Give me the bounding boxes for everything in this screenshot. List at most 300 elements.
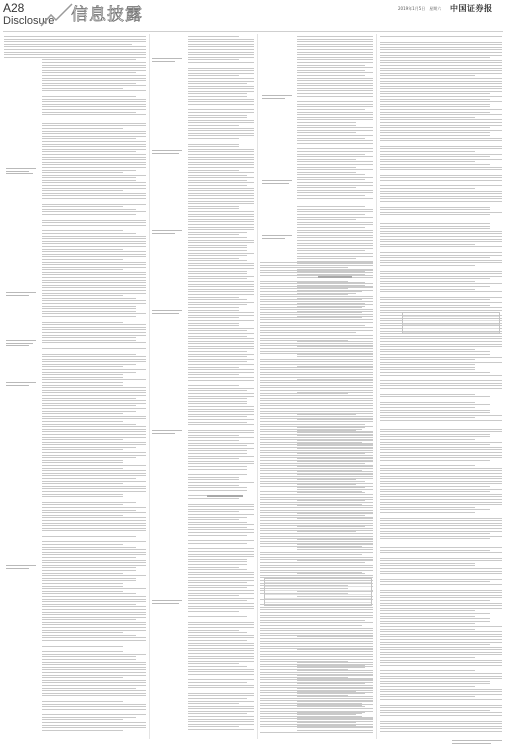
text-line xyxy=(260,307,362,308)
text-line xyxy=(42,502,136,503)
text-line xyxy=(42,249,123,250)
text-line xyxy=(260,468,373,469)
text-line xyxy=(42,88,123,89)
text-line xyxy=(380,106,490,107)
text-line xyxy=(42,316,136,317)
text-line xyxy=(188,271,247,272)
text-line xyxy=(188,711,254,712)
text-line xyxy=(188,374,239,375)
text-line xyxy=(188,509,254,510)
text-line xyxy=(260,617,373,618)
text-line xyxy=(380,207,490,208)
text-line xyxy=(188,572,254,573)
text-line xyxy=(42,141,146,142)
text-line xyxy=(188,307,239,308)
text-line xyxy=(42,567,136,568)
text-line xyxy=(188,671,254,672)
text-line xyxy=(380,502,502,503)
text-line xyxy=(188,190,254,191)
text-line xyxy=(260,494,373,495)
text-line xyxy=(42,170,136,171)
text-line xyxy=(188,201,254,202)
text-line xyxy=(380,499,502,500)
text-line xyxy=(42,510,136,511)
text-line xyxy=(188,477,239,478)
column-divider xyxy=(376,34,377,739)
text-line xyxy=(380,597,502,598)
text-line xyxy=(42,688,136,689)
text-line xyxy=(297,46,373,47)
text-line xyxy=(380,568,502,569)
text-line xyxy=(380,707,502,708)
text-line xyxy=(260,575,362,576)
text-line xyxy=(188,663,239,664)
masthead-swoosh-graphic xyxy=(40,2,74,28)
text-line xyxy=(297,185,373,186)
text-line xyxy=(42,313,146,314)
text-line xyxy=(42,364,136,365)
text-line xyxy=(42,656,136,657)
text-line xyxy=(380,364,475,365)
text-line xyxy=(188,517,247,518)
text-line xyxy=(260,724,373,725)
text-line xyxy=(380,731,502,732)
section-english-title: Disclosure xyxy=(3,15,55,27)
text-line xyxy=(188,432,254,433)
text-line xyxy=(260,400,373,401)
text-line xyxy=(42,190,123,191)
text-line xyxy=(42,544,123,545)
text-line xyxy=(380,201,502,202)
text-line xyxy=(42,382,123,383)
text-line xyxy=(380,57,490,58)
text-line xyxy=(4,49,132,50)
text-line xyxy=(188,240,254,241)
text-line xyxy=(260,554,362,555)
text-line xyxy=(380,233,502,234)
text-line xyxy=(42,222,146,223)
text-line xyxy=(380,86,502,87)
text-line xyxy=(380,621,490,622)
text-line xyxy=(260,713,362,714)
text-line xyxy=(380,533,490,534)
text-line xyxy=(260,533,373,534)
text-line xyxy=(260,481,362,482)
row-heading xyxy=(262,95,292,100)
text-line xyxy=(380,122,502,123)
text-line xyxy=(42,243,146,244)
text-line xyxy=(188,247,247,248)
text-line xyxy=(188,479,239,480)
text-line xyxy=(42,486,146,487)
text-line xyxy=(188,73,254,74)
text-line xyxy=(380,383,502,384)
text-line xyxy=(188,57,254,58)
text-line xyxy=(380,657,475,658)
text-line xyxy=(188,606,254,607)
text-line xyxy=(380,351,490,352)
text-line xyxy=(380,481,502,482)
text-line xyxy=(380,683,490,684)
text-line xyxy=(42,599,146,600)
text-line xyxy=(297,65,365,66)
text-line xyxy=(380,156,490,157)
text-line xyxy=(188,351,247,352)
text-line xyxy=(380,349,475,350)
text-line xyxy=(380,36,502,37)
text-line xyxy=(380,193,502,194)
text-line xyxy=(380,236,502,237)
text-line xyxy=(380,93,490,94)
text-line xyxy=(380,396,490,397)
text-line xyxy=(42,475,146,476)
text-line xyxy=(42,151,136,152)
text-line xyxy=(188,91,254,92)
text-line xyxy=(260,732,373,733)
text-line xyxy=(297,106,373,107)
text-line xyxy=(188,569,247,570)
text-line xyxy=(188,144,239,145)
text-line xyxy=(260,679,373,680)
text-line xyxy=(42,411,136,412)
text-line xyxy=(380,705,502,706)
text-line xyxy=(260,338,373,339)
text-line xyxy=(297,112,373,113)
text-line xyxy=(188,188,254,189)
text-line xyxy=(188,590,254,591)
text-line xyxy=(42,175,146,176)
text-line xyxy=(260,304,373,305)
text-line xyxy=(42,359,146,360)
text-line xyxy=(188,456,254,457)
text-line xyxy=(42,624,146,625)
text-line xyxy=(380,286,490,287)
text-line xyxy=(380,723,502,724)
text-line xyxy=(188,341,254,342)
text-line xyxy=(188,364,254,365)
text-line xyxy=(380,151,475,152)
text-line xyxy=(260,515,362,516)
text-line xyxy=(380,460,490,461)
text-line xyxy=(188,78,254,79)
text-line xyxy=(380,595,502,596)
text-line xyxy=(380,431,502,432)
text-line xyxy=(42,306,136,307)
text-line xyxy=(42,332,146,333)
text-line xyxy=(42,462,123,463)
text-line xyxy=(42,444,146,445)
text-line xyxy=(260,669,348,670)
text-line xyxy=(380,344,502,345)
text-line xyxy=(42,75,146,76)
row-heading xyxy=(152,600,182,605)
text-line xyxy=(380,584,502,585)
text-line xyxy=(380,228,490,229)
text-line xyxy=(188,372,254,373)
text-line xyxy=(380,271,502,272)
text-line xyxy=(380,689,502,690)
text-line xyxy=(260,502,373,503)
text-line xyxy=(188,567,239,568)
text-line xyxy=(42,536,136,537)
text-line xyxy=(42,128,123,129)
text-line xyxy=(260,659,373,660)
text-line xyxy=(42,209,136,210)
text-line xyxy=(380,135,490,136)
text-line xyxy=(188,214,254,215)
text-line xyxy=(297,192,373,193)
text-line xyxy=(188,193,254,194)
text-line xyxy=(380,644,490,645)
text-line xyxy=(260,512,373,513)
text-line xyxy=(42,287,146,288)
text-line xyxy=(297,127,373,128)
text-line xyxy=(297,117,373,118)
text-line xyxy=(42,256,146,257)
text-line xyxy=(297,135,373,136)
text-line xyxy=(380,226,490,227)
text-line xyxy=(260,463,348,464)
text-line xyxy=(380,289,475,290)
text-line xyxy=(297,167,356,168)
text-line xyxy=(42,264,146,265)
text-line xyxy=(297,227,365,228)
text-line xyxy=(42,390,146,391)
text-line xyxy=(188,170,239,171)
text-line xyxy=(42,395,146,396)
text-line xyxy=(297,130,373,131)
text-line xyxy=(297,154,365,155)
text-line xyxy=(42,575,146,576)
text-line xyxy=(380,681,490,682)
text-line xyxy=(42,591,123,592)
text-line xyxy=(42,586,123,587)
text-line xyxy=(42,293,146,294)
text-line xyxy=(260,286,373,287)
text-line xyxy=(42,520,146,521)
text-line xyxy=(188,361,247,362)
row-heading xyxy=(262,235,292,240)
text-line xyxy=(380,608,502,609)
text-line xyxy=(188,297,239,298)
text-line xyxy=(188,323,239,324)
text-line xyxy=(188,598,254,599)
text-line xyxy=(260,692,373,693)
text-line xyxy=(380,509,490,510)
text-line xyxy=(297,138,365,139)
text-line xyxy=(42,583,123,584)
text-line xyxy=(42,154,146,155)
text-line xyxy=(380,483,502,484)
text-line xyxy=(188,585,254,586)
text-line xyxy=(260,695,348,696)
text-line xyxy=(42,695,146,696)
text-line xyxy=(380,75,475,76)
text-line xyxy=(297,114,373,115)
text-line xyxy=(380,302,502,303)
text-line xyxy=(260,330,362,331)
text-line xyxy=(260,716,362,717)
text-line xyxy=(297,41,373,42)
text-line xyxy=(260,633,373,634)
text-line xyxy=(42,67,146,68)
text-line xyxy=(188,346,254,347)
text-line xyxy=(188,695,254,696)
text-line xyxy=(380,375,502,376)
text-line xyxy=(380,278,490,279)
text-line xyxy=(42,614,146,615)
text-line xyxy=(42,123,146,124)
text-line xyxy=(260,543,373,544)
text-line xyxy=(42,525,146,526)
text-line xyxy=(188,211,254,212)
text-line xyxy=(380,83,502,84)
text-line xyxy=(297,235,373,236)
text-line xyxy=(380,404,490,405)
text-line xyxy=(380,265,475,266)
text-line xyxy=(297,148,373,149)
text-line xyxy=(42,177,136,178)
text-line xyxy=(260,291,362,292)
text-line xyxy=(380,647,502,648)
text-line xyxy=(380,592,502,593)
text-line xyxy=(380,494,502,495)
text-line xyxy=(188,527,247,528)
text-line xyxy=(380,525,502,526)
text-line xyxy=(380,138,502,139)
text-line xyxy=(188,253,254,254)
text-line xyxy=(42,452,146,453)
text-line xyxy=(260,421,373,422)
text-line xyxy=(188,514,254,515)
text-line xyxy=(297,52,373,53)
text-line xyxy=(42,701,123,702)
text-line xyxy=(42,80,146,81)
text-line xyxy=(188,325,239,326)
text-line xyxy=(297,85,373,86)
text-line xyxy=(188,461,254,462)
text-line xyxy=(380,244,475,245)
text-line xyxy=(260,450,373,451)
text-line xyxy=(4,52,146,53)
text-line xyxy=(42,214,136,215)
text-line xyxy=(4,57,132,58)
text-line xyxy=(188,338,254,339)
text-line xyxy=(297,169,373,170)
text-line xyxy=(42,324,146,325)
text-line xyxy=(380,652,502,653)
text-line xyxy=(42,622,146,623)
text-line xyxy=(297,49,373,50)
text-line xyxy=(42,424,136,425)
text-line xyxy=(42,377,123,378)
text-line xyxy=(188,258,239,259)
text-line xyxy=(188,278,247,279)
text-line xyxy=(188,122,254,123)
text-line xyxy=(42,630,146,631)
section-heading xyxy=(318,276,352,278)
text-line xyxy=(260,528,373,529)
text-line xyxy=(42,157,146,158)
text-line xyxy=(42,96,136,97)
text-line xyxy=(188,310,239,311)
text-line xyxy=(380,581,490,582)
text-line xyxy=(188,393,254,394)
text-line xyxy=(260,374,362,375)
text-line xyxy=(260,393,348,394)
text-line xyxy=(380,276,502,277)
text-line xyxy=(188,698,247,699)
text-line xyxy=(297,198,373,199)
text-line xyxy=(42,230,123,231)
text-line xyxy=(42,416,146,417)
text-line xyxy=(297,54,373,55)
text-line xyxy=(260,314,373,315)
text-line xyxy=(4,44,132,45)
text-line xyxy=(188,146,239,147)
text-line xyxy=(260,661,348,662)
text-line xyxy=(188,424,254,425)
text-line xyxy=(380,429,502,430)
text-line xyxy=(297,59,373,60)
text-line xyxy=(260,643,373,644)
text-line xyxy=(380,60,502,61)
text-line xyxy=(188,276,254,277)
text-line xyxy=(42,238,146,239)
text-line xyxy=(188,632,247,633)
text-line xyxy=(297,211,373,212)
text-line xyxy=(188,650,254,651)
text-column-1 xyxy=(42,36,146,736)
text-line xyxy=(260,359,373,360)
text-line xyxy=(260,296,373,297)
text-line xyxy=(260,283,373,284)
text-line xyxy=(297,209,373,210)
text-line xyxy=(297,222,373,223)
text-line xyxy=(188,286,254,287)
text-line xyxy=(188,406,254,407)
text-line xyxy=(42,562,146,563)
text-line xyxy=(260,272,373,273)
text-line xyxy=(188,453,247,454)
text-line xyxy=(188,411,254,412)
text-line xyxy=(380,307,502,308)
text-line xyxy=(188,504,254,505)
text-line xyxy=(260,473,373,474)
text-line xyxy=(42,185,146,186)
text-line xyxy=(188,577,254,578)
text-line xyxy=(42,651,123,652)
text-line xyxy=(380,442,502,443)
text-line xyxy=(380,91,502,92)
text-line xyxy=(188,543,247,544)
data-table xyxy=(264,578,372,606)
text-line xyxy=(188,128,254,129)
text-line xyxy=(188,437,254,438)
text-line xyxy=(42,604,136,605)
text-line xyxy=(380,62,502,63)
text-line xyxy=(380,185,502,186)
text-line xyxy=(260,628,373,629)
text-line xyxy=(188,330,247,331)
text-line xyxy=(188,701,254,702)
text-line xyxy=(380,616,475,617)
text-line xyxy=(260,424,348,425)
text-line xyxy=(380,164,490,165)
text-line xyxy=(380,191,502,192)
text-line xyxy=(42,664,146,665)
text-line xyxy=(380,528,502,529)
